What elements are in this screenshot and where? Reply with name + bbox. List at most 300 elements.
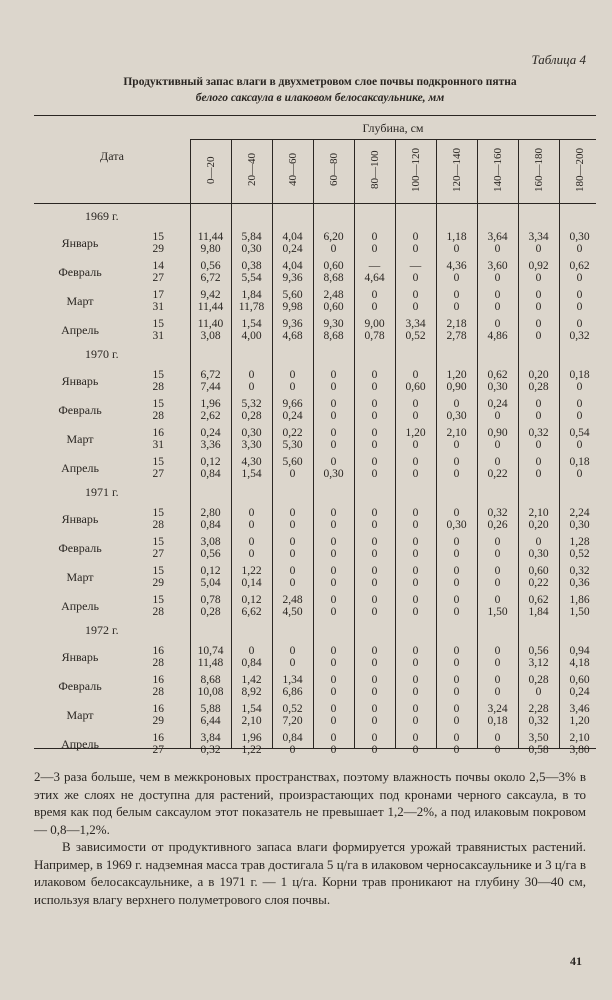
table-cell: 0 (330, 519, 337, 531)
year-label: 1972 г. (85, 623, 119, 637)
table-cell: 5,30 (282, 439, 303, 451)
table-title (60, 74, 580, 106)
table-cell: 0 (453, 744, 460, 756)
table-cell: 0 (453, 398, 460, 410)
day-cell: 28 (152, 519, 164, 531)
table-cell: 0 (371, 703, 378, 715)
table-cell: 5,84 (241, 231, 262, 243)
table-cell: 4,04 (282, 260, 303, 272)
table-cell: 1,50 (487, 606, 508, 618)
table-cell: 0 (289, 369, 296, 381)
table-cell: 0,78 (200, 594, 221, 606)
table-cell: — (368, 260, 381, 272)
table-cell: 0 (289, 577, 296, 589)
table-cell: 0 (371, 507, 378, 519)
table-cell: 0 (371, 519, 378, 531)
table-cell: 3,60 (487, 260, 508, 272)
table-cell: 0,24 (487, 398, 508, 410)
table-cell: 0 (371, 565, 378, 577)
table-cell: 0 (371, 381, 378, 393)
table-cell: 11,48 (197, 657, 224, 669)
table-cell: 0 (412, 686, 419, 698)
table-cell: 0 (412, 507, 419, 519)
table-cell: 9,36 (282, 272, 303, 284)
table-cell: 0 (494, 243, 501, 255)
depth-header: Глубина, см (362, 121, 424, 135)
table-cell: 2,24 (569, 507, 590, 519)
table-cell: 0 (535, 243, 542, 255)
month-label: Февраль (58, 541, 102, 555)
table-cell: 9,42 (200, 289, 221, 301)
table-cell: 0,30 (569, 231, 590, 243)
table-cell: 0 (330, 456, 337, 468)
depth-column-label: 140—160 (491, 148, 504, 192)
month-label: Февраль (58, 403, 102, 417)
table-cell: 0 (412, 272, 419, 284)
table-cell: 0 (535, 398, 542, 410)
table-title-line-2: белого саксаула в илаковом белосаксаульнике, мм (195, 92, 445, 104)
table-cell: 0 (330, 381, 337, 393)
table-cell: 9,36 (282, 318, 303, 330)
table-cell: 0 (412, 606, 419, 618)
table-cell: 0 (535, 439, 542, 451)
day-cell: 15 (152, 369, 164, 381)
table-cell: 1,54 (241, 468, 262, 480)
table-cell: 1,50 (569, 606, 590, 618)
table-cell: 0 (371, 577, 378, 589)
table-cell: 0 (535, 536, 542, 548)
table-cell: 0 (330, 427, 337, 439)
month-label: Январь (61, 512, 99, 526)
table-cell: 0 (412, 565, 419, 577)
depth-column-label: 80—100 (368, 150, 381, 190)
table-cell: 1,22 (241, 744, 262, 756)
table-cell: 8,68 (200, 674, 221, 686)
table-cell: 0,32 (528, 427, 549, 439)
table-cell: 0,58 (528, 744, 549, 756)
month-label: Апрель (61, 461, 99, 475)
table-cell: 9,66 (282, 398, 303, 410)
table-cell: 0 (412, 674, 419, 686)
table-cell: 0,28 (200, 606, 221, 618)
table-cell: 0,30 (323, 468, 344, 480)
table-cell: 0 (371, 410, 378, 422)
table-cell: 0 (412, 289, 419, 301)
month-label: Февраль (58, 679, 102, 693)
table-cell: 0,52 (405, 330, 426, 342)
table-cell: 0,24 (569, 686, 590, 698)
table-cell: 0,14 (241, 577, 262, 589)
table-cell: 0 (289, 657, 296, 669)
table-cell: 0 (412, 468, 419, 480)
depth-column-label: 60—80 (327, 153, 340, 187)
table-cell: 4,68 (282, 330, 303, 342)
day-cell: 15 (152, 507, 164, 519)
table-cell: 0 (330, 732, 337, 744)
table-cell: 0,60 (405, 381, 426, 393)
table-cell: 0,62 (569, 260, 590, 272)
table-cell: 0 (412, 536, 419, 548)
day-cell: 28 (152, 606, 164, 618)
table-cell: 3,46 (569, 703, 590, 715)
table-cell: 0 (371, 657, 378, 669)
day-cell: 31 (152, 439, 164, 451)
table-cell: 2,18 (446, 318, 467, 330)
table-cell: 4,50 (282, 606, 303, 618)
table-cell: 4,18 (569, 657, 590, 669)
day-cell: 28 (152, 686, 164, 698)
depth-column-label: 180—200 (573, 148, 586, 192)
month-label: Март (66, 294, 94, 308)
day-cell: 16 (152, 674, 164, 686)
table-cell: 0 (289, 507, 296, 519)
day-cell: 16 (152, 427, 164, 439)
table-cell: 0,28 (528, 381, 549, 393)
table-cell: 0 (371, 398, 378, 410)
month-label: Март (66, 570, 94, 584)
table-cell: 0 (576, 243, 583, 255)
day-cell: 28 (152, 381, 164, 393)
table-caption: Таблица 4 (531, 52, 586, 67)
table-cell: 0 (371, 369, 378, 381)
header-bottom-rule (34, 203, 596, 204)
table-cell: 0 (371, 456, 378, 468)
table-cell: 0 (412, 548, 419, 560)
table-cell: 0 (576, 301, 583, 313)
table-cell: 0 (248, 381, 255, 393)
table-cell: 0 (412, 519, 419, 531)
table-cell: 0 (412, 732, 419, 744)
table-cell: 0,22 (282, 427, 303, 439)
day-cell: 29 (152, 577, 164, 589)
table-cell: 0 (248, 645, 255, 657)
table-cell: 0 (576, 272, 583, 284)
table-cell: 0 (371, 439, 378, 451)
table-cell: 9,30 (323, 318, 344, 330)
table-cell: 0 (330, 536, 337, 548)
table-cell: 0,12 (200, 456, 221, 468)
table-cell: 0 (494, 657, 501, 669)
table-cell: 0 (330, 686, 337, 698)
table-cell: 0,32 (528, 715, 549, 727)
day-cell: 16 (152, 703, 164, 715)
table-bottom-rule (34, 748, 596, 749)
depth-column-label: 120—140 (450, 148, 463, 192)
table-cell: 0,32 (487, 507, 508, 519)
table-cell: 5,88 (200, 703, 221, 715)
table-cell: 0,30 (241, 427, 262, 439)
table-cell: 0,84 (241, 657, 262, 669)
table-cell: 0 (330, 410, 337, 422)
day-cell: 27 (152, 272, 164, 284)
table-cell: 0 (371, 536, 378, 548)
day-cell: 27 (152, 468, 164, 480)
table-cell: 0 (494, 289, 501, 301)
table-cell: 0 (412, 439, 419, 451)
table-cell: 0 (289, 468, 296, 480)
table-cell: 0,18 (569, 456, 590, 468)
table-cell: 0 (330, 243, 337, 255)
year-label: 1969 г. (85, 209, 119, 223)
table-cell: 1,34 (282, 674, 303, 686)
table-cell: 11,40 (197, 318, 224, 330)
table-cell: 0 (535, 456, 542, 468)
month-label: Январь (61, 650, 99, 664)
table-cell: 0 (535, 468, 542, 480)
table-cell: 5,32 (241, 398, 262, 410)
table-cell: 2,48 (323, 289, 344, 301)
table-cell: 0,84 (200, 519, 221, 531)
table-cell: 0 (494, 439, 501, 451)
table-cell: 0,78 (364, 330, 385, 342)
table-cell: 0 (248, 507, 255, 519)
table-cell: 0,28 (241, 410, 262, 422)
table-cell: 0 (330, 645, 337, 657)
day-cell: 15 (152, 398, 164, 410)
table-cell: 3,84 (200, 732, 221, 744)
table-cell: 0 (494, 548, 501, 560)
table-cell: 3,36 (200, 439, 221, 451)
table-cell: 0 (494, 732, 501, 744)
table-cell: 2,78 (446, 330, 467, 342)
table-cell: 0,28 (528, 674, 549, 686)
table-cell: 0,24 (200, 427, 221, 439)
table-cell: 0,54 (569, 427, 590, 439)
table-cell: 5,60 (282, 289, 303, 301)
table-cell: 0 (371, 594, 378, 606)
table-cell: 8,92 (241, 686, 262, 698)
day-cell: 28 (152, 657, 164, 669)
table-cell: 0 (371, 732, 378, 744)
year-label: 1970 г. (85, 347, 119, 361)
table-cell: 0 (453, 715, 460, 727)
table-cell: 0,30 (241, 243, 262, 255)
table-cell: 3,80 (569, 744, 590, 756)
table-cell: 0 (494, 565, 501, 577)
depth-column-label: 40—60 (286, 153, 299, 187)
day-cell: 15 (152, 594, 164, 606)
table-cell: 0 (535, 272, 542, 284)
table-cell: 0 (330, 439, 337, 451)
table-cell: 2,10 (569, 732, 590, 744)
table-cell: 0 (330, 657, 337, 669)
table-cell: 0 (248, 548, 255, 560)
table-cell: 0 (535, 686, 542, 698)
table-cell: 0 (330, 703, 337, 715)
month-label: Январь (61, 374, 99, 388)
table-cell: 6,72 (200, 272, 221, 284)
table-cell: 0 (412, 398, 419, 410)
table-cell: 2,28 (528, 703, 549, 715)
table-cell: 2,10 (528, 507, 549, 519)
year-label: 1971 г. (85, 485, 119, 499)
table-cell: 3,64 (487, 231, 508, 243)
table-cell: 0 (248, 369, 255, 381)
table-cell: 0 (412, 703, 419, 715)
table-cell: 0 (289, 645, 296, 657)
month-label: Апрель (61, 737, 99, 751)
table-cell: 0 (494, 272, 501, 284)
table-cell: 0 (576, 381, 583, 393)
table-cell: 0 (494, 674, 501, 686)
table-cell: 6,72 (200, 369, 221, 381)
table-cell: 0,92 (528, 260, 549, 272)
table-cell: 1,54 (241, 318, 262, 330)
table-cell: 0 (412, 301, 419, 313)
table-cell: 2,10 (446, 427, 467, 439)
table-cell: 0,20 (528, 519, 549, 531)
table-cell: 1,42 (241, 674, 262, 686)
table-cell: 0 (535, 289, 542, 301)
table-cell: 0,18 (487, 715, 508, 727)
table-cell: 0,30 (487, 381, 508, 393)
paragraph-1: 2—3 раза больше, чем в межкроновых пространствах, поэтому влажность почвы около 2,5—3% в этих же слоях не доступна для растений, произрастающих под кронами черного саксаула, в то время как под белым саксаулом этот показатель не превышает 1,2—2%, а под илаковым покровом — 0,8—1,2%. (34, 769, 586, 837)
month-label: Апрель (61, 599, 99, 613)
table-cell: 0 (412, 645, 419, 657)
table-cell: 0,90 (487, 427, 508, 439)
table-cell: 0 (453, 645, 460, 657)
table-cell: 0,56 (200, 260, 221, 272)
table-cell: 0,32 (569, 330, 590, 342)
table-cell: 0 (412, 243, 419, 255)
table-cell: 1,20 (569, 715, 590, 727)
table-cell: 3,50 (528, 732, 549, 744)
table-cell: 0,52 (282, 703, 303, 715)
table-cell: 0,94 (569, 645, 590, 657)
table-cell: 0,30 (446, 519, 467, 531)
table-cell: 5,54 (241, 272, 262, 284)
table-cell: 1,22 (241, 565, 262, 577)
table-cell: 4,00 (241, 330, 262, 342)
table-cell: 0 (371, 606, 378, 618)
month-label: Январь (61, 236, 99, 250)
table-cell: 1,20 (446, 369, 467, 381)
table-cell: 0 (494, 686, 501, 698)
table-cell: 0 (453, 456, 460, 468)
table-cell: 0 (248, 519, 255, 531)
table-cell: 0,22 (528, 577, 549, 589)
table-cell: 0 (371, 548, 378, 560)
table-cell: 6,44 (200, 715, 221, 727)
table-cell: 0,84 (200, 468, 221, 480)
table-cell: 0 (453, 301, 460, 313)
table-cell: 0 (494, 456, 501, 468)
date-header: Дата (100, 149, 124, 163)
table-cell: 0 (371, 744, 378, 756)
table-cell: 0 (330, 744, 337, 756)
table-cell: 0,52 (569, 548, 590, 560)
table-cell: 0,60 (323, 301, 344, 313)
table-cell: 0 (248, 536, 255, 548)
table-cell: 3,24 (487, 703, 508, 715)
table-cell: 1,96 (241, 732, 262, 744)
depth-column-label: 100—120 (409, 148, 422, 192)
table-cell: 0 (371, 427, 378, 439)
table-cell: 3,30 (241, 439, 262, 451)
table-cell: 7,44 (200, 381, 221, 393)
month-label: Февраль (58, 265, 102, 279)
table-cell: 0,30 (446, 410, 467, 422)
day-cell: 31 (152, 330, 164, 342)
table-cell: 0 (412, 715, 419, 727)
table-cell: 3,12 (528, 657, 549, 669)
table-cell: 0 (330, 715, 337, 727)
table-cell: 0,18 (569, 369, 590, 381)
table-cell: 0,24 (282, 243, 303, 255)
day-cell: 31 (152, 301, 164, 313)
table-cell: 0 (453, 439, 460, 451)
table-cell: 0 (453, 536, 460, 548)
month-label: Апрель (61, 323, 99, 337)
day-cell: 15 (152, 231, 164, 243)
day-cell: 15 (152, 456, 164, 468)
table-cell: 0 (494, 594, 501, 606)
table-cell: 0 (371, 243, 378, 255)
table-cell: 2,10 (241, 715, 262, 727)
table-cell: 0 (494, 536, 501, 548)
table-cell: 0 (453, 674, 460, 686)
day-cell: 28 (152, 410, 164, 422)
table-cell: 0 (330, 594, 337, 606)
page-number: 41 (570, 954, 582, 968)
table-cell: 3,34 (405, 318, 426, 330)
table-cell: 0,62 (487, 369, 508, 381)
table-cell: 0 (453, 657, 460, 669)
day-cell: 29 (152, 715, 164, 727)
table-cell: 0,26 (487, 519, 508, 531)
table-cell: 0 (576, 439, 583, 451)
table-cell: 0,60 (323, 260, 344, 272)
month-label: Март (66, 708, 94, 722)
table-cell: 0 (494, 645, 501, 657)
table-cell: 0 (453, 507, 460, 519)
table-cell: 0,60 (528, 565, 549, 577)
table-cell: 0 (453, 686, 460, 698)
table-cell: 0 (412, 657, 419, 669)
table-cell: 1,54 (241, 703, 262, 715)
table-cell: 3,34 (528, 231, 549, 243)
table-cell: 11,44 (197, 231, 224, 243)
depth-column-label: 0—20 (204, 156, 217, 184)
table-cell: 0,12 (200, 565, 221, 577)
table-cell: 0 (412, 369, 419, 381)
paragraph-2: В зависимости от продуктивного запаса влаги формируется урожай травянистых растений. Например, в 1969 г. надземная масса трав достигала 5 ц/га в илаковом черносаксаульнике и 3 ц/га в илаковом белосаксаульнике, а в 1971 г. — 1 ц/га. Корни трав проникают на глубину 30—40 см, используя влагу верхнего полуметрового слоя почвы. (34, 839, 586, 907)
table-cell: 0 (576, 398, 583, 410)
table-cell: 0,36 (569, 577, 590, 589)
day-cell: 29 (152, 243, 164, 255)
table-cell: 0,24 (282, 410, 303, 422)
table-cell: 8,68 (323, 272, 344, 284)
table-cell: 11,78 (238, 301, 265, 313)
table-cell: 0 (330, 507, 337, 519)
table-cell: 0,62 (528, 594, 549, 606)
table-cell: 1,86 (569, 594, 590, 606)
table-cell: 0 (412, 456, 419, 468)
table-cell: 0,60 (569, 674, 590, 686)
table-cell: 0 (289, 519, 296, 531)
table-cell: 4,86 (487, 330, 508, 342)
table-cell: 0,84 (282, 732, 303, 744)
table-cell: 0 (371, 686, 378, 698)
table-cell: 1,84 (528, 606, 549, 618)
table-cell: 1,28 (569, 536, 590, 548)
table-cell: 0,38 (241, 260, 262, 272)
table-cell: 0,30 (569, 519, 590, 531)
table-cell: 3,08 (200, 330, 221, 342)
table-cell: 0 (453, 272, 460, 284)
table-cell: 0 (289, 548, 296, 560)
table-cell: 0 (535, 410, 542, 422)
